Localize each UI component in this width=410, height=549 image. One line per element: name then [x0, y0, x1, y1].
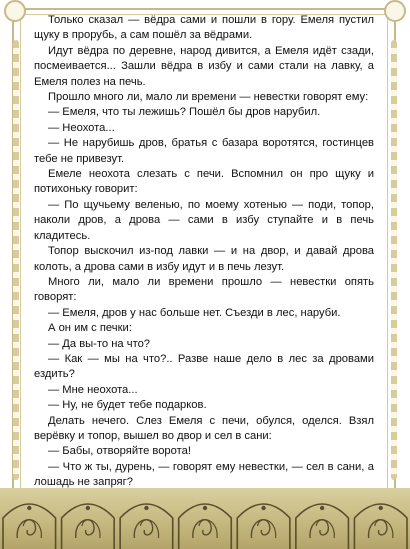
dot-ornament [261, 506, 265, 510]
story-paragraph: — Как — мы на что?.. Разве наше дело в лес за дровами ездить? [34, 352, 374, 381]
bottom-ornament-band [0, 488, 410, 549]
arch-ornament [237, 504, 290, 549]
story-paragraph: — Что ж ты, дурень, — говорят ему невестки, — сел в сани, а лошадь не запряг? [34, 460, 374, 489]
corner-ornament-top-left [4, 0, 26, 22]
swirl-ornament [316, 520, 334, 538]
swirl-ornament [23, 520, 41, 538]
story-text [34, 13, 374, 491]
swirl-ornament [199, 520, 217, 538]
dot-ornament [86, 506, 90, 510]
arch-ornament [296, 504, 349, 549]
swirl-ornament [258, 520, 276, 538]
swirl-ornament [251, 520, 269, 538]
swirl-ornament [310, 520, 328, 538]
story-paragraph: — Не нарубишь дров, братья с базара воротятся, гостинцев тебе не привезут. [34, 137, 374, 165]
story-paragraph: Много ли, мало ли времени прошло — невестки опять говорят: [34, 275, 374, 304]
swirl-ornament [193, 520, 211, 538]
swirl-ornament [375, 520, 393, 538]
story-paragraph: Емеле неохота слезать с печи. Вспомнил он про щуку и потихоньку говорит: [34, 168, 374, 196]
story-paragraph: — Мне неохота... [48, 383, 138, 396]
corner-ornament-top-right [384, 0, 406, 22]
story-paragraph: Делать нечего. Слез Емеля с печи, обулся, оделся. Взял верёвку и топор, вышел во двор и сел в сани: [34, 414, 374, 442]
dot-ornament [320, 506, 324, 510]
arch-ornament [62, 504, 115, 549]
story-paragraph: — Ну, не будет тебе подарков. [48, 399, 207, 412]
arch-ornament [354, 504, 407, 549]
swirl-ornament [76, 520, 94, 538]
story-paragraph: — Бабы, отворяйте ворота! [48, 445, 191, 458]
swirl-ornament [140, 520, 158, 538]
dot-ornament [203, 506, 207, 510]
arch-ornament [3, 504, 56, 549]
arch-ornament [179, 504, 232, 549]
story-paragraph: — Неохота... [48, 121, 115, 134]
swirl-ornament [82, 520, 100, 538]
swirl-ornament [17, 520, 35, 538]
dot-ornament [144, 506, 148, 510]
story-paragraph: — Емеля, дров у нас больше нет. Съезди в лес, наруби. [48, 306, 341, 319]
dot-ornament [379, 506, 383, 510]
left-border-ornament [13, 40, 19, 480]
swirl-ornament [369, 520, 387, 538]
right-border-ornament [391, 40, 397, 480]
story-paragraph: — Емеля, что ты лежишь? Пошёл бы дров нарубил. [48, 106, 321, 119]
swirl-ornament [134, 520, 152, 538]
story-paragraph: Идут вёдра по деревне, народ дивится, а Емеля идёт сзади, посмеивается... Зашли вёдра в избу и сами стали на лавку, а Емеля полез на печь. [34, 44, 374, 88]
story-paragraph: Только сказал — вёдра сами и пошли в гору. Емеля пустил щуку в прорубь, а сам пошёл за вёдрами. [34, 14, 374, 42]
story-paragraph: Прошло много ли, мало ли времени — невестки говорят ему: [48, 91, 369, 104]
story-paragraph: — Да вы-то на что? [48, 337, 151, 350]
story-paragraph: — По щучьему веленью, по моему хотенью — поди, топор, наколи дров, а дрова — сами в избу ступайте и в печь кладитесь. [34, 198, 374, 242]
story-paragraph: А он им с печки: [48, 322, 132, 335]
story-paragraph: Топор выскочил из-под лавки — и на двор, и давай дрова колоть, а дрова сами в избу идут и в печь лезут. [34, 245, 374, 273]
dot-ornament [27, 506, 31, 510]
arch-ornament [120, 504, 173, 549]
floral-band-ornament-icon [0, 488, 410, 549]
